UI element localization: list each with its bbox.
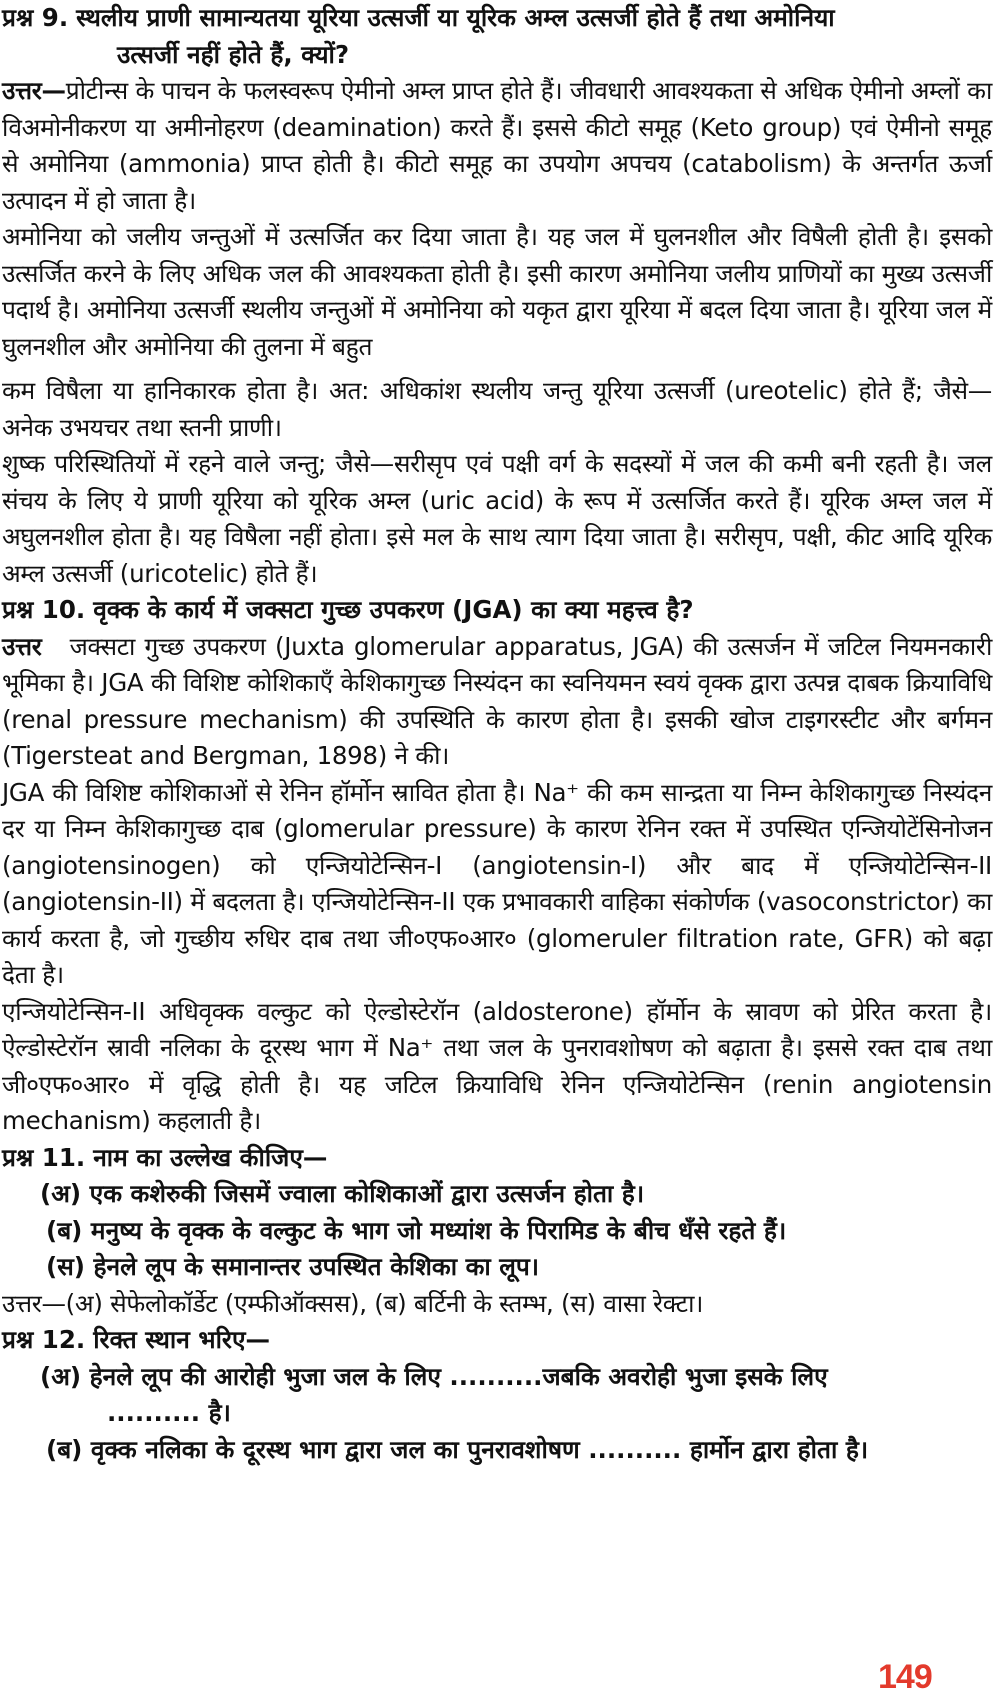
answer-10-paragraph-3: एन्जियोटेन्सिन-II अधिवृक्क वल्कुट को ऐल्डोस्टेरॉन (aldosterone) हॉर्मोन के स्रावण को प्रेरित करता है। ऐल्डोस्टेरॉन स्रावी नलिका के दूरस्थ भाग में Na⁺ तथा जल के पुनरावशोषण को बढ़ाता है। इससे रक्त दाब तथा जी०एफ०आर० में वृद्धि होती है। यह जटिल क्रियाविधि रेनिन एन्जियोटेन्सिन (renin angiotensin mechanism) कहलाती है।: [2, 996, 992, 1135]
question-9: [2, 0, 992, 37]
answer-9-paragraph-2a: अमोनिया को जलीय जन्तुओं में उत्सर्जित कर दिया जाता है। यह जल में घुलनशील और विषैली होती है। इसको उत्सर्जित करने के लिए अधिक जल की आवश्यकता होती है। इसी कारण अमोनिया जलीय प्राणियों का मुख्य उत्सर्जी पदार्थ है। अमोनिया उत्सर्जी स्थलीय जन्तुओं में अमोनिया को यकृत द्वारा यूरिया में बदल दिया जाता है। यूरिया जल में घुलनशील और अमोनिया की तुलना में बहुत: [2, 222, 992, 361]
question-12: [2, 1322, 992, 1359]
answer-9-p1-text: प्रोटीन्स के पाचन के फलस्वरूप ऐमीनो अम्ल प्राप्त होते हैं। जीवधारी आवश्यकता से अधिक ऐमीनो अम्लों का विअमोनीकरण या अमीनोहरण (deamination) करते हैं। इससे कीटो समूह (Keto group) एवं ऐमीनो समूह से अमोनिया (ammonia) प्राप्त होती है। कीटो समूह का उपयोग अपचय (catabolism) के अन्तर्गत ऊर्जा उत्पादन में हो जाता है।: [2, 76, 992, 215]
answer-10-paragraph-2: JGA की विशिष्ट कोशिकाओं से रेनिन हॉर्मोन स्रावित होता है। Na⁺ की कम सान्द्रता या निम्न केशिकागुच्छ निस्यंदन दर या निम्न केशिकागुच्छ दाब (glomerular pressure) के कारण रेनिन रक्त में उपस्थित एन्जियोटेंसिनोजन (angiotensinogen) को एन्जियोटेन्सिन-I (angiotensin-I) और बाद में एन्जियोटेन्सिन-II (angiotensin-II) में बदलता है। एन्जियोटेन्सिन-II एक प्रभावकारी वाहिका संकोर्णक (vasoconstrictor) का कार्य करता है, जो गुच्छीय रुधिर दाब तथा जी०एफ०आर० (glomeruler filtration rate, GFR) को बढ़ा देता है।: [2, 777, 992, 989]
answer-9-paragraph-2b: कम विषैला या हानिकारक होता है। अत: अधिकांश स्थलीय जन्तु यूरिया उत्सर्जी (ureotelic) होते हैं; जैसे— अनेक उभयचर तथा स्तनी प्राणी।: [2, 376, 992, 442]
question-10: [2, 592, 992, 629]
answer-9-label: उत्तर—: [2, 76, 66, 105]
question-11-item-b: (ब) मनुष्य के वृक्क के वल्कुट के भाग जो मध्यांश के पिरामिड के बीच धँसे रहते हैं।: [46, 1215, 787, 1245]
question-12-item-b: (ब) वृक्क नलिका के दूरस्थ भाग द्वारा जल का पुनरावशोषण .......... हार्मोन द्वारा होता है।: [46, 1434, 869, 1464]
question-11-item-a: (अ) एक कशेरुकी जिसमें ज्वाला कोशिकाओं द्वारा उत्सर्जन होता है।: [40, 1179, 645, 1208]
question-9-text-line1: स्थलीय प्राणी सामान्यतया यूरिया उत्सर्जी या यूरिक अम्ल उत्सर्जी होते हैं तथा अमोनिया: [76, 3, 835, 32]
question-11-text: नाम का उल्लेख कीजिए—: [93, 1142, 328, 1172]
question-9-label: प्रश्न 9.: [2, 3, 69, 32]
answer-9-paragraph-1: [2, 73, 992, 219]
answer-9-paragraph-3: शुष्क परिस्थितियों में रहने वाले जन्तु; जैसे—सरीसृप एवं पक्षी वर्ग के सदस्यों में जल की कमी बनी रहती है। जल संचय के लिए ये प्राणी यूरिया को यूरिक अम्ल (uric acid) के रूप में उत्सर्जित करते हैं। यूरिक अम्ल जल में अघुलनशील होता है। यह विषैला नहीं होता। इसे मल के साथ त्याग दिया जाता है। सरीसृप, पक्षी, कीट आदि यूरिक अम्ल उत्सर्जी (uricotelic) होते हैं।: [2, 449, 992, 588]
question-12-item-a-line2: .......... है।: [107, 1398, 231, 1427]
question-11: [2, 1140, 992, 1177]
answer-11: उत्तर—(अ) सेफेलोकॉर्डेट (एम्फीऑक्सस), (ब) बर्टिनी के स्तम्भ, (स) वासा रेक्टा।: [2, 1288, 704, 1318]
answer-10-paragraph-1: [2, 629, 992, 775]
question-11-label: प्रश्न 11.: [2, 1142, 86, 1172]
question-12-item-a-line1: (अ) हेनले लूप की आरोही भुजा जल के लिए ..........जबकि अवरोही भुजा इसके लिए: [40, 1361, 828, 1391]
page-number: 149: [878, 1658, 932, 1696]
question-10-text: वृक्क के कार्य में जक्सटा गुच्छ उपकरण (JGA) का क्या महत्त्व है?: [93, 595, 694, 624]
question-11-item-c: (स) हेनले लूप के समानान्तर उपस्थित केशिका का लूप।: [46, 1252, 540, 1281]
question-12-label: प्रश्न 12.: [2, 1325, 86, 1354]
answer-10-label: उत्तर: [2, 631, 42, 661]
question-12-text: रिक्त स्थान भरिए—: [93, 1325, 271, 1354]
page-content: [2, 0, 992, 1468]
question-9-text-line2: उत्सर्जी नहीं होते हैं, क्यों?: [117, 39, 350, 69]
question-10-label: प्रश्न 10.: [2, 595, 86, 624]
answer-10-p1-text: जक्सटा गुच्छ उपकरण (Juxta glomerular apparatus, JGA) की उत्सर्जन में जटिल नियमनकारी भूमिका है। JGA की विशिष्ट कोशिकाएँ केशिकागुच्छ निस्यंदन का स्वनियमन स्वयं वृक्क द्वारा उत्पन्न दाबक क्रियाविधि (renal pressure mechanism) की उपस्थिति के कारण होता है। इसकी खोज टाइगरस्टीट और बर्गमन (Tigersteat and Bergman, 1898) ने की।: [2, 631, 992, 770]
